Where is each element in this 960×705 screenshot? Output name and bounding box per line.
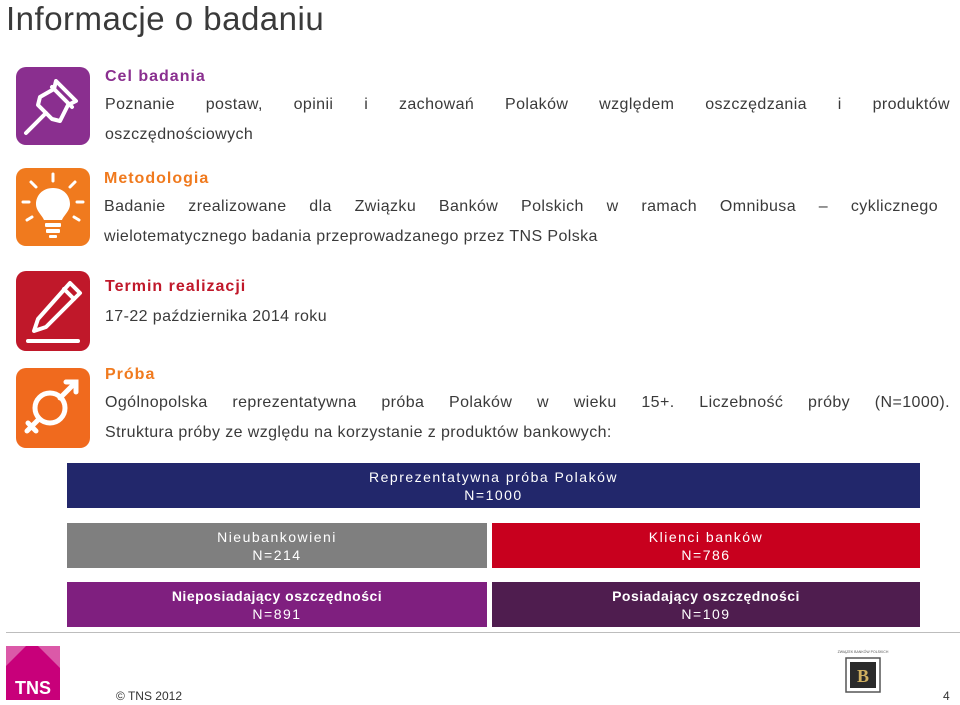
sample-box-nieubankowieni-title: Nieubankowieni <box>217 529 337 545</box>
svg-text:B: B <box>856 666 870 686</box>
section-text-proba-line1: Ogólnopolska reprezentatywna próba Polaków w wieku 15+. Liczebność próby (N=1000). <box>105 394 950 411</box>
sample-box-klienci-n: N=786 <box>681 547 731 563</box>
zbp-logo <box>832 646 892 704</box>
section-text-cel-line1: Poznanie postaw, opinii i zachowań Polaków względem oszczędzania i produktów <box>105 96 950 113</box>
section-label-metodologia: Metodologia <box>104 170 210 187</box>
copyright-text: © TNS 2012 <box>116 689 182 703</box>
lightbulb-icon <box>16 168 90 246</box>
section-label-termin: Termin realizacji <box>105 278 247 295</box>
sample-box-posiadajacy-title: Posiadający oszczędności <box>612 588 800 604</box>
pushpin-icon <box>16 67 90 145</box>
tns-logo-text: TNS <box>15 678 51 698</box>
sample-box-total <box>67 463 920 508</box>
sample-box-nieubankowieni-n: N=214 <box>252 547 302 563</box>
page-title: Informacje o badaniu <box>6 0 325 37</box>
zbp-logo-text: ZWIĄZEK BANKÓW POLSKICH <box>837 650 889 654</box>
sample-box-nieposiadajacy-title: Nieposiadający oszczędności <box>171 588 383 604</box>
tns-logo <box>6 646 60 700</box>
gender-icon <box>16 368 90 448</box>
sample-box-posiadajacy-n: N=109 <box>681 606 731 622</box>
footer-divider <box>6 632 960 633</box>
section-text-metodologia-line2: wielotematycznego badania przeprowadzanego przez TNS Polska <box>104 228 598 245</box>
section-label-proba: Próba <box>105 366 156 383</box>
section-text-cel-line2: oszczędnościowych <box>105 126 254 143</box>
sample-box-nieubankowieni <box>67 523 487 568</box>
sample-box-nieposiadajacy-n: N=891 <box>252 606 302 622</box>
pencil-icon <box>16 271 90 351</box>
sample-box-klienci-title: Klienci banków <box>648 529 764 545</box>
section-text-proba-line2: Struktura próby ze względu na korzystanie z produktów bankowych: <box>105 424 612 441</box>
sample-box-nieposiadajacy <box>67 582 487 627</box>
section-text-metodologia-line1: Badanie zrealizowane dla Związku Banków Polskich w ramach Omnibusa – cyklicznego <box>104 198 938 215</box>
sample-box-total-n: N=1000 <box>464 487 523 503</box>
section-label-cel: Cel badania <box>105 68 206 85</box>
section-text-termin-line1: 17-22 października 2014 roku <box>105 308 328 325</box>
sample-box-klienci <box>492 523 920 568</box>
sample-box-posiadajacy <box>492 582 920 627</box>
sample-box-total-title: Reprezentatywna próba Polaków <box>369 469 618 485</box>
page-number: 4 <box>943 689 950 703</box>
